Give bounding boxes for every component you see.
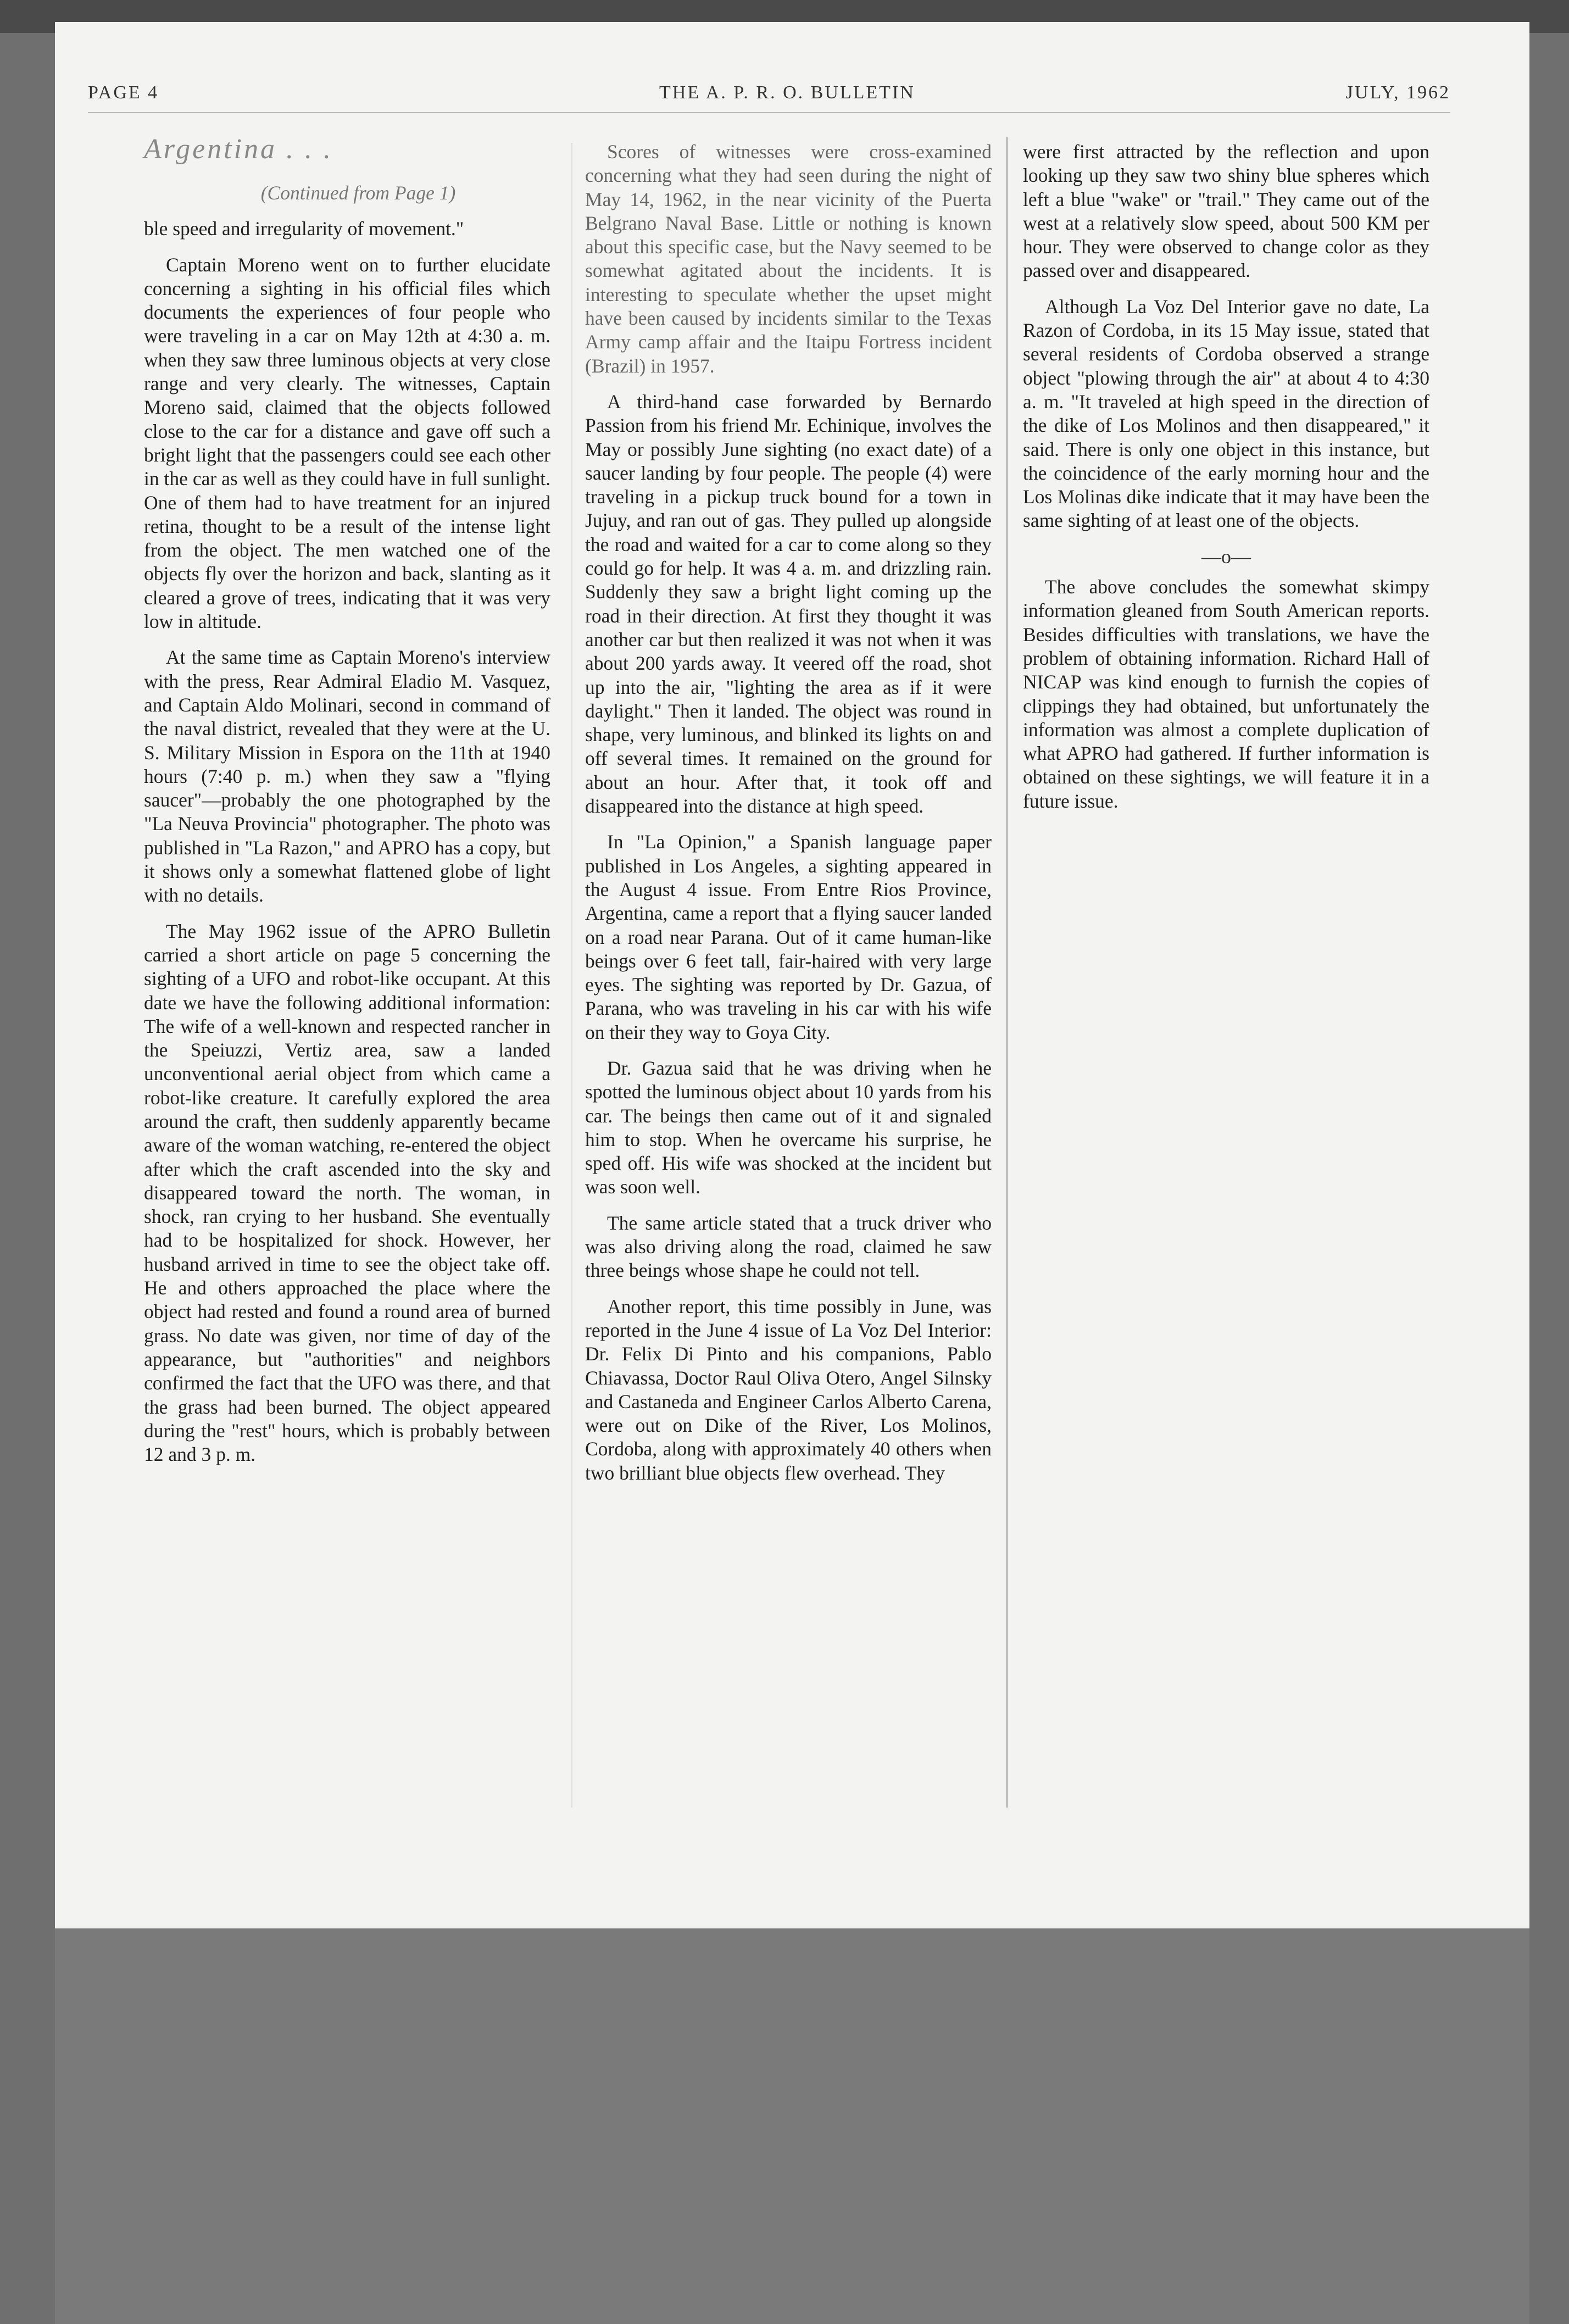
- scan-background: [55, 1928, 1529, 2324]
- page-header: [88, 82, 1450, 115]
- paragraph: A third-hand case forwarded by Bernardo Passion from his friend Mr. Echinique, involves the May or possibly June sighting (no exact date) of a saucer landing by four people. The people (4) were traveling in a pickup truck bound for a town in Jujuy, and ran out of gas. They pulled up alongside the road and waited for a car to come along so they could go for help. It was 4 a. m. and drizzling rain. Suddenly they saw a bright light coming up the road in their direction. At first they thought it was another car but then realized it was not when it was about 200 yards away. It veered off the road, shot up into the air, "lighting the area as if it were daylight." Then it landed. The object was round in shape, very luminous, and blinked its lights on and off several times. It remained on the ground for about an hour. After that, it took off and disappeared into the distance at high speed.: [585, 390, 992, 818]
- column-2: [585, 140, 992, 1497]
- publication-title: THE A. P. R. O. BULLETIN: [659, 82, 915, 103]
- paragraph: Scores of witnesses were cross-examined concerning what they had seen during the night of May 14, 1962, in the near vicinity of the Puerta Belgrano Naval Base. Little or nothing is known about this specific case, but the Navy seemed to be somewhat agitated about the incidents. It is interesting to speculate whether the upset might have been caused by incidents similar to the Texas Army camp affair and the Itaipu Fortress incident (Brazil) in 1957.: [585, 141, 992, 377]
- section-divider: —o—: [1201, 545, 1251, 568]
- issue-date: JULY, 1962: [1345, 82, 1450, 103]
- page-number: PAGE 4: [88, 82, 159, 103]
- paragraph: The same article stated that a truck driver who was also driving along the road, claimed he saw three beings whose shape he could not tell.: [585, 1211, 992, 1282]
- paragraph: Dr. Gazua said that he was driving when he spotted the luminous object about 10 yards from his car. The beings then came out of it and signaled him to stop. When he overcame his surprise, he sped off. His wife was shocked at the incident but was soon well.: [585, 1057, 992, 1198]
- article-title: Argentina . . .: [144, 134, 333, 165]
- header-rule: [88, 112, 1450, 113]
- paragraph: were first attracted by the reflection and upon looking up they saw two shiny blue spheres which left a blue "wake" or "trail." They came out of the west at a relatively slow speed, about 500 KM per hour. They were observed to change color as they passed over and disappeared.: [1023, 141, 1429, 282]
- paragraph: Another report, this time possibly in June, was reported in the June 4 issue of La Voz Del Interior: Dr. Felix Di Pinto and his companions, Pablo Chiavassa, Doctor Raul Oliva Otero, Angel Silnsky and Castaneda and Engineer Carlos Alberto Carena, were out on Dike of the River, Los Molinos, Cordoba, along with approximately 40 others when two brilliant blue objects flew overhead. They: [585, 1295, 992, 1484]
- column-divider: [571, 143, 572, 1808]
- column-3: [1023, 140, 1429, 825]
- column-divider: [1006, 137, 1008, 1808]
- paragraph: In "La Opinion," a Spanish language paper published in Los Angeles, a sighting appeared in the August 4 issue. From Entre Rios Province, Argentina, came a report that a flying saucer landed on a road near Parana. Out of it came human-like beings over 6 feet tall, fair-haired with very large eyes. The sighting was reported by Dr. Gazua, of Parana, who was traveling in his car with his wife on their they way to Goya City.: [585, 831, 992, 1043]
- paragraph: The above concludes the somewhat skimpy information gleaned from South American reports. Besides difficulties with translations, we have the problem of obtaining information. Richard Hall of NICAP was kind enough to furnish the copies of clippings they had obtained, but unfortunately the information was almost a complete duplication of what APRO had gathered. If further information is obtained on these sightings, we will feature it in a future issue.: [1023, 576, 1429, 812]
- column-1: [144, 134, 550, 1478]
- paragraph: At the same time as Captain Moreno's interview with the press, Rear Admiral Eladio M. Vasquez, and Captain Aldo Molinari, second in command of the naval district, revealed that they were at the U. S. Military Mission in Espora on the 11th at 1940 hours (7:40 p. m.) when they saw a "flying saucer"—probably the one photographed by the "La Neuva Provincia" photographer. The photo was published in "La Razon," and APRO has a copy, but it shows only a somewhat flattened globe of light with no details.: [144, 646, 550, 907]
- paragraph: The May 1962 issue of the APRO Bulletin carried a short article on page 5 concerning the sighting of a UFO and robot-like occupant. At this date we have the following additional information: The wife of a well-known and respected rancher in the Speiuzzi, Vertiz area, saw a landed unconventional aerial object from which came a robot-like creature. It carefully explored the area around the craft, then suddenly apparently became aware of the woman watching, re-entered the object after which the craft ascended into the sky and disappeared toward the north. The woman, in shock, ran crying to her husband. She eventually had to be hospitalized for shock. However, her husband arrived in time to see the object take off. He and others approached the place where the object had rested and found a round area of burned grass. No date was given, nor time of day of the appearance, but "authorities" and neighbors confirmed the fact that the UFO was there, and that the grass had been burned. The object appeared during the "rest" hours, which is probably between 12 and 3 p. m.: [144, 920, 550, 1466]
- paragraph: ble speed and irregularity of movement.": [144, 218, 464, 240]
- paragraph: Although La Voz Del Interior gave no date, La Razon of Cordoba, in its 15 May issue, stated that several residents of Cordoba observed a strange object "plowing through the air" at about 4 to 4:30 a. m. "It traveled at high speed in the direction of the dike of Los Molinos and then disappeared," it said. There is only one object in this instance, but the coincidence of the early morning hour and the Los Molinas dike indicate that it may have been the same sighting of at least one of the objects.: [1023, 295, 1429, 532]
- continued-note: (Continued from Page 1): [260, 182, 456, 204]
- paragraph: Captain Moreno went on to further elucidate concerning a sighting in his official files which documents the experiences of four people who were traveling in a car on May 12th at 4:30 a. m. when they saw three luminous objects at very close range and very clearly. The witnesses, Captain Moreno said, claimed that the objects followed close to the car for a distance and gave off such a bright light that the passengers could see each other in the car as well as they could have in full sunlight. One of them had to have treatment for an injured retina, thought to be a result of the intense light from the object. The men watched one of the objects fly over the horizon and back, slanting as it cleared a grove of trees, indicating that it was very low in altitude.: [144, 253, 550, 633]
